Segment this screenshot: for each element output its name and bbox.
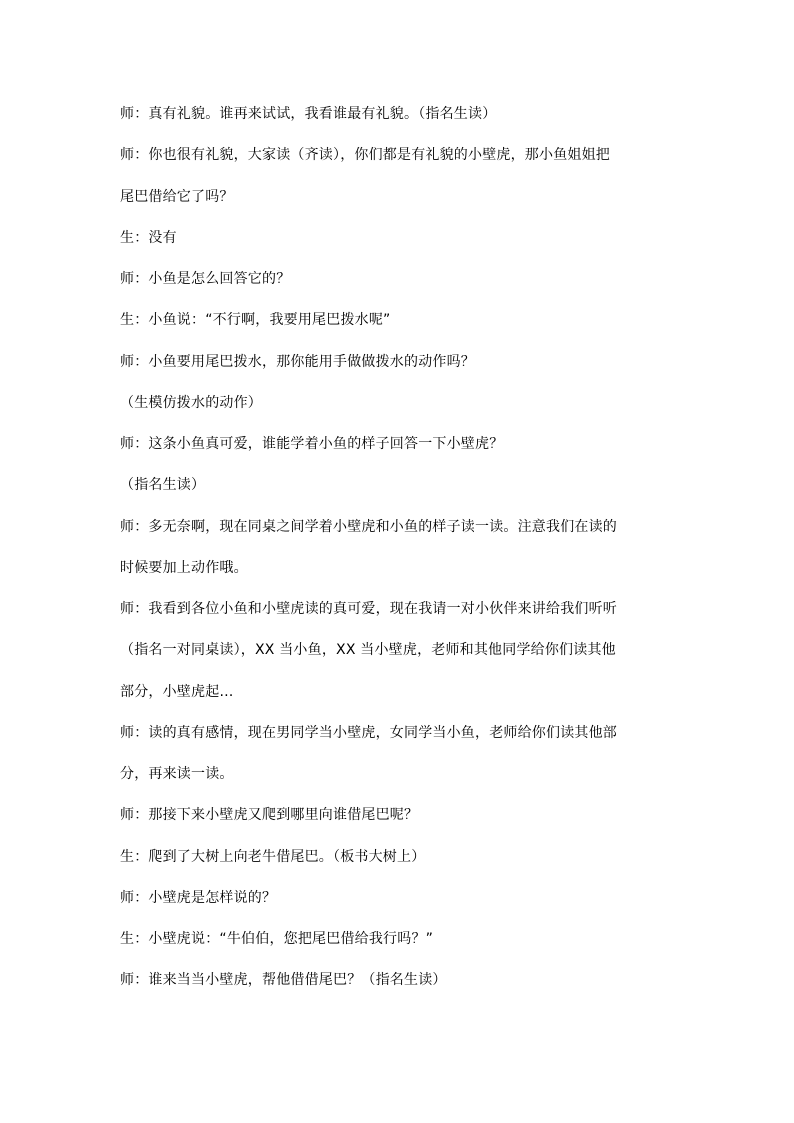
text-line: 师：我看到各位小鱼和小壁虎读的真可爱，现在我请一对小伙伴来讲给我们听听: [120, 601, 617, 617]
text-line: 生：爬到了大树上向老牛借尾巴。（板书大树上）: [120, 848, 426, 865]
text-line: 师：真有礼貌。谁再来试试，我看谁最有礼貌。（指名生读）: [120, 106, 497, 122]
text-line: 师：小鱼是怎么回答它的？: [120, 271, 291, 287]
document-body: [120, 104, 680, 1012]
text-line: 时候要加上动作哦。: [120, 559, 248, 576]
text-line: 师：小鱼要用尾巴拨水，那你能用手做做拨水的动作吗？: [120, 353, 475, 370]
text-line: 分，再来读一读。: [120, 766, 234, 782]
text-line: 师：这条小鱼真可爱，谁能学着小鱼的样子回答一下小壁虎？: [120, 436, 504, 452]
text-line: 师：读的真有感情，现在男同学当小壁虎，女同学当小鱼，老师给你们读其他部: [120, 724, 617, 741]
text-line: 生：小壁虎说：“牛伯伯，您把尾巴借给我行吗？”: [120, 931, 434, 947]
text-line: 尾巴借给它了吗？: [120, 188, 234, 205]
text-line: 生：小鱼说：“不行啊，我要用尾巴拨水呢”: [120, 312, 391, 329]
text-line: 师：多无奈啊，现在同桌之间学着小壁虎和小鱼的样子读一读。注意我们在读的: [120, 518, 617, 535]
text-line: 师：那接下来小壁虎又爬到哪里向谁借尾巴呢？: [120, 807, 419, 824]
text-line: 生：没有: [120, 229, 177, 246]
text-line: 师：小壁虎是怎样说的？: [120, 889, 277, 906]
text-line: （指名生读）: [120, 477, 206, 494]
text-line: 部分，小壁虎起…: [120, 683, 234, 700]
text-line: （生模仿拨水的动作）: [120, 394, 262, 411]
text-line: （指名一对同桌读），XX 当小鱼，XX 当小壁虎，老师和其他同学给你们读其他: [120, 642, 616, 659]
text-line: 师：谁来当当小壁虎，帮他借借尾巴？（指名生读）: [120, 972, 447, 989]
text-line: 师：你也很有礼貌，大家读（齐读），你们都是有礼貌的小壁虎，那小鱼姐姐把: [120, 147, 610, 164]
